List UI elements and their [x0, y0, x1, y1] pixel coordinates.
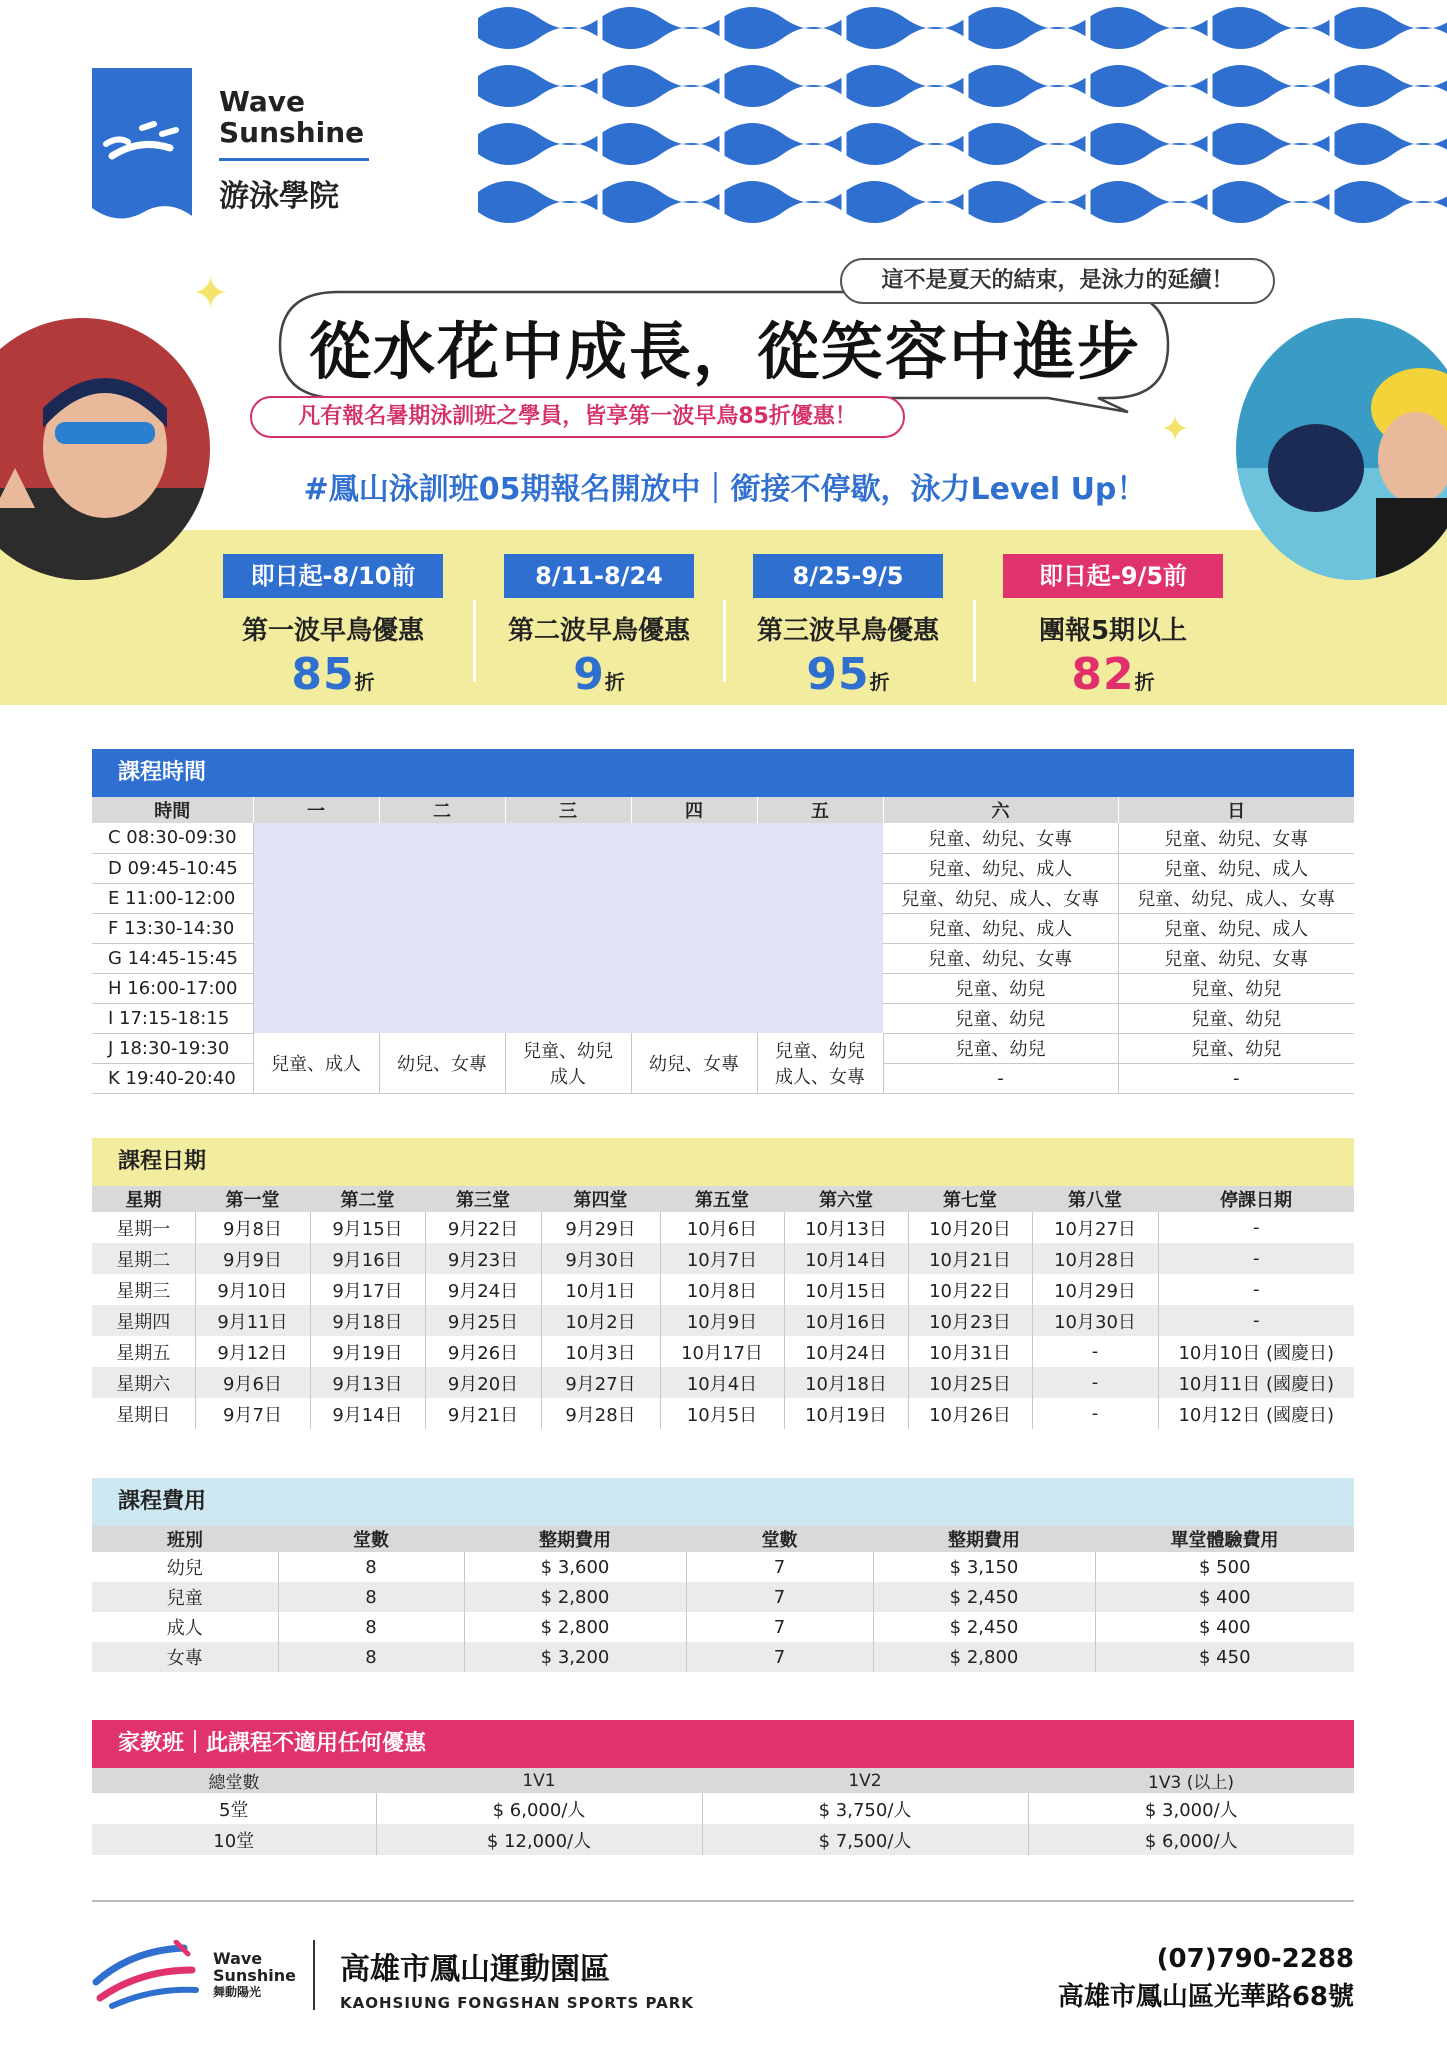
offer-1	[223, 554, 443, 700]
fees-header-cell: 堂數	[278, 1526, 464, 1552]
fees-cell: $ 3,150	[873, 1552, 1095, 1582]
dates-cell: 10月6日	[660, 1212, 784, 1243]
time-slot: F 13:30-14:30	[92, 913, 253, 943]
hashtag-line: #鳳山泳訓班05期報名開放中｜銜接不停歇，泳力Level Up！	[303, 472, 1147, 507]
tutor-cell: 5堂	[92, 1793, 376, 1824]
dates-cell: 星期四	[92, 1305, 195, 1336]
dates-cell: 10月30日	[1032, 1305, 1158, 1336]
dates-cell: 星期三	[92, 1274, 195, 1305]
sunday-classes: 兒童、幼兒、成人	[1118, 853, 1354, 883]
dates-cell: 9月12日	[195, 1336, 310, 1367]
fees-cell: 7	[686, 1582, 873, 1612]
offer-2	[489, 554, 709, 700]
fees-cell: $ 2,450	[873, 1612, 1095, 1642]
saturday-classes: 兒童、幼兒	[883, 973, 1118, 1003]
schedule-header-cell: 四	[631, 797, 757, 823]
brand-name-en-1: Wave	[219, 85, 306, 118]
dates-cell: 9月13日	[310, 1367, 425, 1398]
fees-header-cell: 單堂體驗費用	[1095, 1526, 1354, 1552]
brand-underline	[219, 158, 369, 161]
dates-cell: 10月29日	[1032, 1274, 1158, 1305]
tutor-cell: $ 12,000/人	[376, 1824, 702, 1855]
fees-cell: $ 400	[1095, 1582, 1354, 1612]
schedule-section	[92, 749, 1354, 1094]
dates-cell: 10月9日	[660, 1305, 784, 1336]
dates-cell: 10月27日	[1032, 1212, 1158, 1243]
sunday-classes: 兒童、幼兒、女專	[1118, 823, 1354, 853]
time-slot: E 11:00-12:00	[92, 883, 253, 913]
promo-pill: 凡有報名暑期泳訓班之學員，皆享第一波早鳥85折優惠！	[250, 396, 905, 438]
dates-header-cell: 第二堂	[310, 1186, 425, 1212]
offer-4	[1003, 554, 1223, 700]
dates-cell: 星期五	[92, 1336, 195, 1367]
sunday-classes: 兒童、幼兒	[1118, 1033, 1354, 1063]
dates-cell: 10月28日	[1032, 1243, 1158, 1274]
offer-period: 8/11-8/24	[504, 554, 694, 598]
brand-name	[219, 86, 379, 215]
weekday-evening-classes: 兒童、幼兒 成人、女專	[757, 1033, 883, 1093]
phone-number: (07)790-2288	[1156, 1944, 1354, 1974]
table-row	[92, 1305, 1354, 1336]
tutor-header-cell: 1V2	[702, 1768, 1028, 1793]
dates-cell: 9月18日	[310, 1305, 425, 1336]
dates-cell: -	[1032, 1398, 1158, 1429]
schedule-row	[92, 823, 1354, 853]
dates-table	[92, 1186, 1354, 1429]
dates-cell: 10月16日	[784, 1305, 908, 1336]
sunday-classes: 兒童、幼兒、女專	[1118, 943, 1354, 973]
dates-cell: 9月14日	[310, 1398, 425, 1429]
schedule-header-cell: 一	[253, 797, 379, 823]
fees-cell: 8	[278, 1642, 464, 1672]
dates-header-cell: 第五堂	[660, 1186, 784, 1212]
time-slot: I 17:15-18:15	[92, 1003, 253, 1033]
sunday-classes: 兒童、幼兒	[1118, 1003, 1354, 1033]
tutor-header-cell: 總堂數	[92, 1768, 376, 1793]
offer-name: 第三波早鳥優惠	[756, 616, 939, 646]
footer-brand-l2: Sunshine	[213, 1966, 296, 1985]
fees-title: 課程費用	[92, 1478, 1354, 1526]
contact	[1058, 1944, 1354, 2013]
dates-cell: -	[1032, 1367, 1158, 1398]
fees-table	[92, 1526, 1354, 1672]
fees-header-cell: 整期費用	[464, 1526, 686, 1552]
dates-cell: 9月25日	[425, 1305, 541, 1336]
offer-3	[738, 554, 958, 700]
dates-cell: 9月11日	[195, 1305, 310, 1336]
dates-header-cell: 第七堂	[908, 1186, 1032, 1212]
dates-cell: 10月15日	[784, 1274, 908, 1305]
dates-cell: 9月8日	[195, 1212, 310, 1243]
dates-cell: 9月21日	[425, 1398, 541, 1429]
fees-cell: 兒童	[92, 1582, 278, 1612]
dates-cell: 10月10日 (國慶日)	[1178, 1342, 1335, 1364]
schedule-header-cell: 六	[883, 797, 1118, 823]
tagline-bubble: 這不是夏天的結束，是泳力的延續！	[840, 258, 1275, 304]
sparkle-icon: ✦	[1160, 409, 1191, 450]
table-row	[92, 1612, 1354, 1642]
dates-cell: 10月5日	[660, 1398, 784, 1429]
tutor-cell: $ 3,750/人	[702, 1793, 1028, 1824]
dates-header-cell: 第三堂	[425, 1186, 541, 1212]
sunday-classes: 兒童、幼兒、成人	[1118, 913, 1354, 943]
saturday-classes: -	[883, 1063, 1118, 1093]
fees-cell: $ 2,450	[873, 1582, 1095, 1612]
offer-discount: 85折	[291, 649, 375, 700]
dates-cell: -	[1158, 1305, 1354, 1336]
dates-cell: -	[1032, 1336, 1158, 1367]
table-row	[92, 1582, 1354, 1612]
saturday-classes: 兒童、幼兒、成人	[883, 853, 1118, 883]
time-slot: K 19:40-20:40	[92, 1063, 253, 1093]
fees-cell: 8	[278, 1552, 464, 1582]
tutor-cell: $ 3,000/人	[1144, 1799, 1238, 1821]
saturday-classes: 兒童、幼兒、女專	[883, 823, 1118, 853]
schedule-header-cell: 時間	[92, 797, 253, 823]
dates-cell: 9月29日	[541, 1212, 660, 1243]
venue-name-zh: 高雄市鳳山運動園區	[340, 1952, 610, 1987]
saturday-classes: 兒童、幼兒、成人	[883, 913, 1118, 943]
fees-cell: 8	[278, 1612, 464, 1642]
dates-cell: 星期六	[92, 1367, 195, 1398]
weekday-evening-classes: 兒童、幼兒 成人	[505, 1033, 631, 1093]
footer-divider	[92, 1900, 1354, 1902]
fees-cell: $ 2,800	[464, 1582, 686, 1612]
dates-cell: 9月22日	[425, 1212, 541, 1243]
sparkle-icon: ✦	[192, 268, 229, 319]
dates-cell: 10月22日	[908, 1274, 1032, 1305]
dates-cell: 9月6日	[195, 1367, 310, 1398]
dates-cell: 10月3日	[541, 1336, 660, 1367]
tutor-header-cell: 1V3 (以上)	[1028, 1768, 1354, 1793]
fees-cell: $ 500	[1198, 1556, 1251, 1578]
fees-cell: $ 2,800	[464, 1612, 686, 1642]
wave-pattern	[478, 0, 1447, 230]
dates-cell: 9月24日	[425, 1274, 541, 1305]
dates-cell: 10月7日	[660, 1243, 784, 1274]
footer-brand	[213, 1950, 296, 2001]
saturday-classes: 兒童、幼兒、成人、女專	[883, 883, 1118, 913]
venue-name-en: KAOHSIUNG FONGSHAN SPORTS PARK	[340, 1994, 694, 2012]
tutor-cell: $ 6,000/人	[1028, 1824, 1354, 1855]
fees-cell: 成人	[92, 1612, 278, 1642]
dates-cell: 9月26日	[425, 1336, 541, 1367]
dates-cell: 9月27日	[541, 1367, 660, 1398]
fees-cell: $ 3,600	[464, 1552, 686, 1582]
venue	[340, 1944, 694, 2012]
time-slot: J 18:30-19:30	[92, 1033, 253, 1063]
dates-header-cell: 第八堂	[1032, 1186, 1158, 1212]
table-row	[92, 1642, 1354, 1672]
offer-discount: 95折	[806, 649, 890, 700]
brand-name-en-2: Sunshine	[219, 116, 365, 149]
dates-cell: -	[1158, 1243, 1354, 1274]
time-slot: H 16:00-17:00	[92, 973, 253, 1003]
dates-cell: 9月15日	[310, 1212, 425, 1243]
dates-cell: 9月17日	[310, 1274, 425, 1305]
tutor-cell: $ 6,000/人	[376, 1793, 702, 1824]
table-row	[92, 1336, 1354, 1367]
fees-cell: 8	[278, 1582, 464, 1612]
offer-discount: 82折	[1071, 649, 1155, 700]
dates-header-cell: 第四堂	[541, 1186, 660, 1212]
offer-name: 第二波早鳥優惠	[507, 616, 690, 646]
dates-cell: 9月30日	[541, 1243, 660, 1274]
sunday-classes: 兒童、幼兒、成人、女專	[1118, 883, 1354, 913]
dates-cell: 星期日	[92, 1398, 195, 1429]
fees-cell: $ 450	[1095, 1642, 1354, 1672]
dates-cell: 9月7日	[195, 1398, 310, 1429]
schedule-header-cell: 二	[379, 797, 505, 823]
time-slot: G 14:45-15:45	[92, 943, 253, 973]
dates-cell: 9月23日	[425, 1243, 541, 1274]
weekday-evening-classes: 兒童、成人	[253, 1033, 379, 1093]
tutor-header-cell: 1V1	[376, 1768, 702, 1793]
dates-cell: 10月25日	[908, 1367, 1032, 1398]
dates-cell: 9月20日	[425, 1367, 541, 1398]
brand-name-zh: 游泳學院	[219, 179, 339, 214]
fees-header-cell: 班別	[92, 1526, 278, 1552]
footer-vertical-divider	[313, 1940, 315, 2010]
offer-divider	[473, 600, 476, 682]
fees-cell: 7	[686, 1612, 873, 1642]
table-row	[92, 1212, 1354, 1243]
schedule-row	[92, 1033, 1354, 1063]
time-slot: C 08:30-09:30	[92, 823, 253, 853]
offer-name: 團報5期以上	[1038, 616, 1188, 646]
sunday-classes: 兒童、幼兒	[1118, 973, 1354, 1003]
dates-cell: 10月31日	[908, 1336, 1032, 1367]
time-slot: D 09:45-10:45	[92, 853, 253, 883]
schedule-table	[92, 797, 1354, 1094]
schedule-header-cell: 三	[505, 797, 631, 823]
brand-logo	[92, 68, 192, 226]
footer-logo	[92, 1940, 202, 2010]
table-row	[92, 1824, 1354, 1855]
dates-header-cell: 停課日期	[1158, 1186, 1354, 1212]
dates-cell: 9月16日	[310, 1243, 425, 1274]
tutor-table	[92, 1768, 1354, 1855]
fees-cell: 7	[686, 1552, 873, 1582]
offer-divider	[723, 600, 726, 682]
fees-section	[92, 1478, 1354, 1672]
dates-cell: 10月12日 (國慶日)	[1178, 1404, 1335, 1426]
sunday-classes: -	[1118, 1063, 1354, 1093]
tutor-title: 家教班｜此課程不適用任何優惠	[92, 1720, 1354, 1768]
dates-cell: -	[1253, 1217, 1260, 1238]
tutor-cell: $ 7,500/人	[702, 1824, 1028, 1855]
dates-cell: 9月28日	[541, 1398, 660, 1429]
address: 高雄市鳳山區光華路68號	[1057, 1982, 1354, 2012]
fees-cell: $ 400	[1198, 1616, 1251, 1638]
dates-cell: 9月19日	[310, 1336, 425, 1367]
offer-period: 即日起-8/10前	[223, 554, 443, 598]
offer-discount: 9折	[573, 649, 625, 700]
footer-brand-l3: 舞動陽光	[213, 1985, 262, 1999]
dates-cell: 10月1日	[541, 1274, 660, 1305]
dates-header-cell: 第六堂	[784, 1186, 908, 1212]
saturday-classes: 兒童、幼兒、女專	[883, 943, 1118, 973]
offer-period: 即日起-9/5前	[1003, 554, 1223, 598]
dates-cell: 10月17日	[660, 1336, 784, 1367]
table-row	[92, 1398, 1354, 1429]
table-row	[92, 1274, 1354, 1305]
dates-cell: 10月21日	[908, 1243, 1032, 1274]
table-row	[92, 1243, 1354, 1274]
offer-name: 第一波早鳥優惠	[241, 616, 424, 646]
dates-cell: 星期一	[92, 1212, 195, 1243]
dates-section	[92, 1138, 1354, 1429]
dates-cell: 10月4日	[660, 1367, 784, 1398]
dates-cell: 10月18日	[784, 1367, 908, 1398]
headline: 從水花中成長，從笑容中進步	[308, 315, 1141, 388]
dates-cell: -	[1253, 1279, 1260, 1300]
dates-cell: 10月2日	[541, 1305, 660, 1336]
offer-divider	[973, 600, 976, 682]
dates-header-cell: 星期	[92, 1186, 195, 1212]
tutor-section	[92, 1720, 1354, 1855]
fees-header-cell: 堂數	[686, 1526, 873, 1552]
tutor-cell: 10堂	[92, 1824, 376, 1855]
schedule-header-cell: 日	[1118, 797, 1354, 823]
weekday-evening-classes: 幼兒、女專	[379, 1033, 505, 1093]
fees-cell: 女專	[92, 1642, 278, 1672]
dates-cell: 10月19日	[784, 1398, 908, 1429]
dates-cell: 10月14日	[784, 1243, 908, 1274]
schedule-header-cell: 五	[757, 797, 883, 823]
dates-title: 課程日期	[92, 1138, 1354, 1186]
fees-header-cell: 整期費用	[873, 1526, 1095, 1552]
table-row	[92, 1793, 1354, 1824]
weekday-evening-classes: 幼兒、女專	[631, 1033, 757, 1093]
dates-cell: 10月20日	[908, 1212, 1032, 1243]
dates-cell: 10月8日	[660, 1274, 784, 1305]
table-row	[92, 1367, 1354, 1398]
schedule-title: 課程時間	[92, 749, 1354, 797]
saturday-classes: 兒童、幼兒	[883, 1003, 1118, 1033]
dates-cell: 10月24日	[784, 1336, 908, 1367]
weekday-unavailable-block	[253, 823, 883, 1033]
footer-brand-l1: Wave	[213, 1949, 263, 1968]
dates-cell: 9月9日	[195, 1243, 310, 1274]
dates-cell: 9月10日	[195, 1274, 310, 1305]
dates-cell: 10月13日	[784, 1212, 908, 1243]
dates-header-cell: 第一堂	[195, 1186, 310, 1212]
dates-cell: 10月11日 (國慶日)	[1158, 1367, 1354, 1398]
saturday-classes: 兒童、幼兒	[883, 1033, 1118, 1063]
fees-cell: $ 3,200	[464, 1642, 686, 1672]
fees-cell: $ 2,800	[873, 1642, 1095, 1672]
fees-cell: 幼兒	[92, 1552, 278, 1582]
table-row	[92, 1552, 1354, 1582]
fees-cell: 7	[686, 1642, 873, 1672]
dates-cell: 10月26日	[908, 1398, 1032, 1429]
dates-cell: 10月23日	[908, 1305, 1032, 1336]
offer-period: 8/25-9/5	[753, 554, 943, 598]
dates-cell: 星期二	[92, 1243, 195, 1274]
